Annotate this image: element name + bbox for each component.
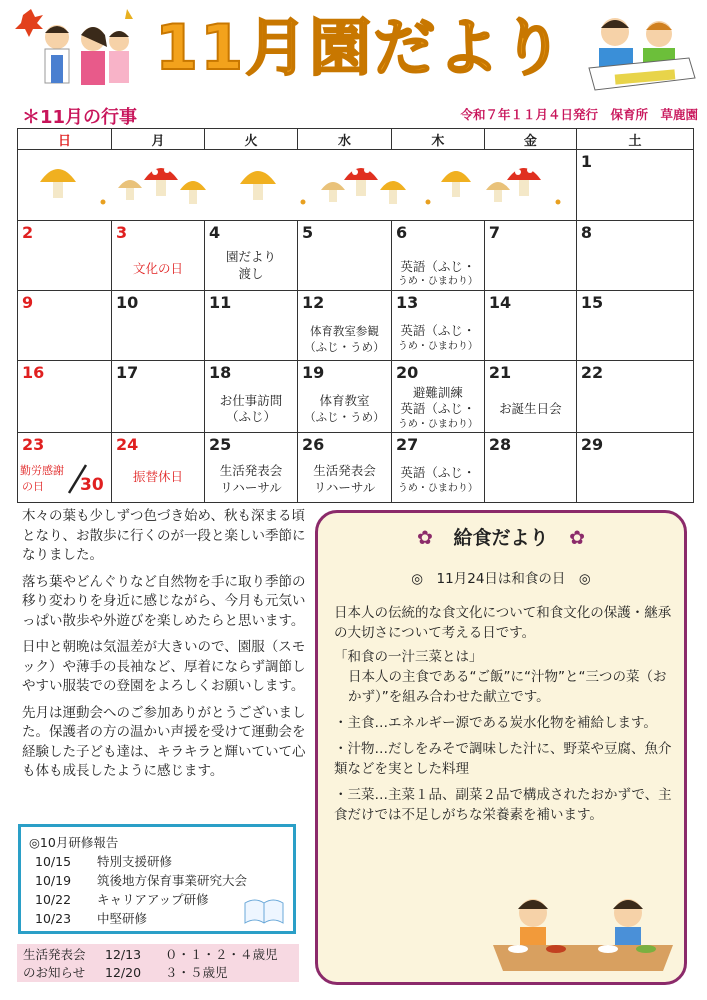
calendar-day-cell: 25 生活発表会 リハーサル: [204, 433, 297, 503]
letter-paragraph: 日中と朝晩は気温差が大きいので、園服（スモック）や薄手の長袖など、厚着にならず調節しやすい服装での登園をよろしくお願いします。: [22, 639, 306, 694]
training-report-box: [18, 824, 296, 934]
calendar-event: （ふじ）: [225, 409, 276, 424]
calendar-event: 体育教室参観: [309, 324, 379, 338]
calendar-event: （ふじ・うめ）: [304, 340, 385, 354]
calendar-day-cell: 2: [18, 221, 112, 291]
lunch-item: ・主食…エネルギー源である炭水化物を補給します。: [334, 715, 657, 731]
calendar-event: リハーサル: [313, 480, 376, 495]
calendar-event: 英語（ふじ・: [400, 401, 476, 416]
letter-paragraph: 落ち葉やどんぐりなど自然物を手に取り季節の移り変わりを身近に感じながら、今月も元気いっぱい散歩や外遊びを楽しめたらと思います。: [22, 573, 306, 629]
calendar-day-cell: 15: [576, 291, 693, 361]
calendar-day-cell: 23 勤労感謝 の日 30: [18, 433, 112, 503]
calendar-event: リハーサル: [220, 480, 282, 495]
page-title: 11月園だより: [155, 11, 566, 84]
greeting-letter: [22, 507, 307, 789]
weekday-tue: 火: [204, 129, 297, 150]
autumn-kids-illustration: [15, 5, 135, 95]
mushroom-decoration-cell: [18, 150, 577, 221]
weekday-fri: 金: [484, 129, 576, 150]
calendar-day-cell: 19 体育教室 （ふじ・うめ）: [297, 361, 391, 433]
calendar-day-cell: 24 振替休日: [111, 433, 204, 503]
calendar-event: 生活発表会: [313, 463, 376, 478]
lunch-intro: 日本人の伝統的な食文化について和食文化の保護・継承の大切さについて考える日です。: [334, 605, 672, 641]
calendar-day-cell: 6 英語（ふじ・ うめ・ひまわり）: [391, 221, 484, 291]
calendar-event: お仕事訪問: [219, 393, 283, 408]
calendar-event: うめ・ひまわり）: [397, 483, 478, 494]
letter-paragraph: 木々の葉も少しずつ色づき始め、秋も深まる頃となり、お散歩に行くのが一段と楽しい季節になりました。: [22, 508, 306, 563]
calendar-day-cell: 11: [204, 291, 297, 361]
calendar-event: 避難訓練: [412, 385, 463, 400]
lunch-body: [334, 603, 679, 825]
calendar-event: 英語（ふじ・: [400, 323, 476, 338]
book-icon: [243, 895, 285, 925]
presentation-notice: 生活発表会 12/13 ０・１・２・４歳児 のお知らせ 12/20 ３・５歳児: [17, 944, 299, 982]
calendar-event: 文化の日: [132, 261, 183, 276]
weekday-wed: 水: [297, 129, 391, 150]
calendar-day-cell: 7: [484, 221, 576, 291]
weekday-sat: 土: [576, 129, 693, 150]
calendar-day-cell: 12 体育教室参観 （ふじ・うめ）: [297, 291, 391, 361]
calendar-day-cell: 28: [484, 433, 576, 503]
flower-icon: ✿: [569, 527, 586, 549]
calendar-day-cell: 3 文化の日: [111, 221, 204, 291]
training-item: 10/15 特別支援研修: [35, 854, 173, 869]
letter-paragraph: 先月は運動会へのご参加ありがとうございました。保護者の方の温かい声援を受けて運動会を経験した子ども達は、キラキラと輝いていて心も体も成長したように感じます。: [22, 704, 306, 779]
calendar-day-cell: 10: [111, 291, 204, 361]
calendar-day-cell: 27 英語（ふじ・ うめ・ひまわり）: [391, 433, 484, 503]
calendar-event: 園だより: [225, 249, 276, 264]
issue-info: 令和７年１１月４日発行 保育所 草鹿園: [460, 107, 698, 122]
calendar-day-cell: 18 お仕事訪問 （ふじ）: [204, 361, 297, 433]
calendar-day-cell: 16: [18, 361, 112, 433]
mushroom-icon-row: [18, 150, 573, 216]
calendar-day-cell: 14: [484, 291, 576, 361]
calendar-day-cell: 21 お誕生日会: [484, 361, 576, 433]
calendar-event: 振替休日: [132, 469, 183, 484]
weekday-sun: 日: [18, 129, 112, 150]
lunch-title: 給食だより: [453, 527, 549, 549]
calendar-event: 体育教室: [319, 393, 370, 408]
events-heading: ＊11月の行事: [22, 107, 138, 128]
calendar-day-cell: 5: [297, 221, 391, 291]
lunch-item: ・三菜…主菜１品、副菜２品で構成されたおかずで、主食だけでは不足しがちな栄養素を補います。: [334, 787, 672, 823]
lunch-explain: 日本人の主食である“ご飯”に“汁物”と“三つの菜（おかず）”を組み合わせた献立です。: [348, 669, 667, 705]
events-calendar: [17, 128, 694, 503]
calendar-event: 英語（ふじ・: [400, 259, 476, 274]
calendar-event: 生活発表会: [219, 463, 283, 478]
calendar-day-cell: 4 園だより 渡し: [204, 221, 297, 291]
calendar-day-cell: 20 避難訓練 英語（ふじ・ うめ・ひまわり）: [391, 361, 484, 433]
calendar-day-30: 30: [80, 475, 104, 495]
lunch-news-box: [315, 510, 687, 985]
calendar-day-cell: 17: [111, 361, 204, 433]
calendar-day-cell: 9: [18, 291, 112, 361]
lunch-item: ・汁物…だしをみそで調味した汁に、野菜や豆腐、魚介類などを実とした料理: [334, 741, 672, 777]
calendar-day-cell: 8: [576, 221, 693, 291]
weekday-thu: 木: [391, 129, 484, 150]
flower-icon: ✿: [416, 527, 433, 549]
calendar-event: 勤労感謝: [20, 464, 64, 477]
calendar-event: の日: [22, 480, 44, 493]
kids-eating-illustration: [488, 885, 678, 975]
calendar-day-cell: 1: [576, 150, 693, 221]
lunch-heading: 「和食の一汁三菜とは」: [334, 649, 483, 665]
calendar-day-cell: 22: [576, 361, 693, 433]
calendar-event: 渡し: [238, 266, 264, 281]
calendar-event: うめ・ひまわり）: [397, 341, 478, 352]
training-item: 10/19 筑後地方保育事業研究大会: [35, 873, 248, 888]
calendar-event: うめ・ひまわり）: [397, 419, 478, 430]
reading-kids-illustration: [585, 8, 700, 96]
calendar-event: （ふじ・うめ）: [304, 410, 385, 424]
calendar-event: 英語（ふじ・: [400, 465, 476, 480]
calendar-day-cell: 13 英語（ふじ・ うめ・ひまわり）: [391, 291, 484, 361]
training-item: 10/23 中堅研修: [35, 911, 148, 926]
calendar-event: お誕生日会: [499, 401, 562, 416]
training-report-title: ◎10月研修報告: [29, 835, 119, 850]
calendar-event: うめ・ひまわり）: [397, 276, 478, 287]
calendar-day-cell: 26 生活発表会 リハーサル: [297, 433, 391, 503]
lunch-title-row: [318, 523, 684, 550]
calendar-day-cell: 29: [576, 433, 693, 503]
weekday-mon: 月: [111, 129, 204, 150]
lunch-subtitle: ◎ 11月24日は和食の日 ◎: [411, 571, 591, 587]
training-item: 10/22 キャリアアップ研修: [35, 892, 209, 907]
